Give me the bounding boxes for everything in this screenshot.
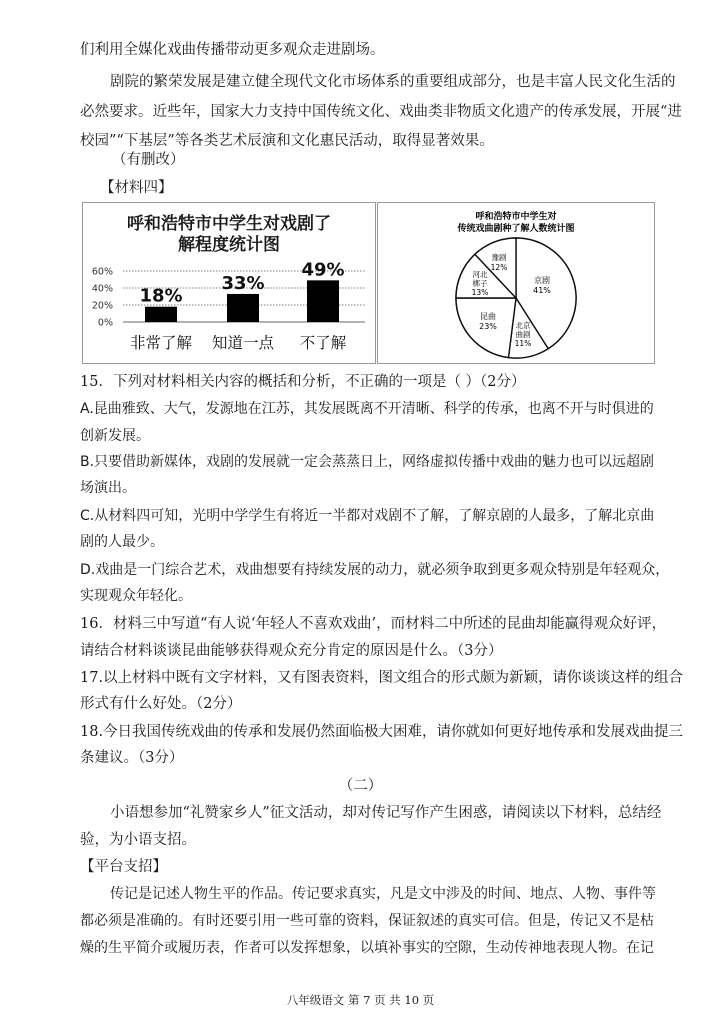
passage-line1: 传记是记述人物生平的作品。传记要求真实，凡是文中涉及的时间、地点、人物、事件等 <box>110 886 656 902</box>
bar-chart-figure <box>82 202 376 364</box>
passage-line2: 都必须是准确的。有时还要引用一些可靠的资料，保证叙述的真实可信。但是，传记又不是枯 <box>80 913 654 929</box>
question-15: 15．下列对材料相关内容的概括和分析，不正确的一项是（ ）（2分） <box>80 374 526 390</box>
option-d-line2: 实现观众年轻化。 <box>80 588 192 604</box>
question-16-line2: 请结合材料谈谈昆曲能够获得观众充分肯定的原因是什么。（3分） <box>80 643 503 659</box>
source-note: （有删改） <box>112 152 185 168</box>
option-b-line2: 场演出。 <box>80 480 136 496</box>
text-line: 必然要求。近些年，国家大力支持中国传统文化、戏曲类非物质文化遗产的传承发展，开展“进 <box>80 104 682 120</box>
section-intro-line1: 小语想参加“礼赞家乡人”征文活动，却对传记写作产生困惑，请阅读以下材料，总结经 <box>110 805 662 821</box>
x-category-label: 非常了解 <box>129 334 193 352</box>
slice-pct-yuju: 12% <box>490 263 508 272</box>
pie-chart-svg <box>378 203 654 363</box>
page-footer: 八年级语文 第 7 页 共 10 页 <box>286 993 435 1007</box>
pie-chart-title-line1: 呼和浩特市中学生对 <box>475 212 557 222</box>
option-c-line1: C.从材料四可知，光明中学学生有将近一半都对戏剧不了解，了解京剧的人最多，了解北京曲 <box>80 508 655 524</box>
x-category-label: 知道一点 <box>211 334 275 352</box>
y-tick-label: 60% <box>91 266 113 278</box>
option-a-line1: A.昆曲雅致、大气，发源地在江苏，其发展既离不开清晰、科学的传承，也离不开与时俱进的 <box>80 401 654 417</box>
slice-label-kunqu: 昆曲 <box>480 312 496 321</box>
slice-label-hebei-2: 梆子 <box>472 279 488 288</box>
slice-pct-jingju: 41% <box>533 286 551 295</box>
question-18-line2: 条建议。（3分） <box>80 750 184 766</box>
platform-label: 【平台支招】 <box>80 859 167 875</box>
x-category-label: 不了解 <box>299 334 347 352</box>
pie-chart-figure <box>377 202 655 364</box>
question-16-line1: 16．材料三中写道“有人说‘年轻人不喜欢戏曲’，而材料二中所述的昆曲却能赢得观众好评， <box>80 616 667 632</box>
bar-value-label: 18% <box>139 285 183 307</box>
y-tick-label: 40% <box>91 283 113 295</box>
slice-label-yuju: 豫剧 <box>491 253 507 262</box>
question-17-line1: 17.以上材料中既有文字材料，又有图表资料，图文组合的形式颇为新颖，请你谈谈这样的组合 <box>80 670 684 686</box>
slice-label-beijing-2: 曲剧 <box>515 330 531 339</box>
y-tick-label: 20% <box>91 300 113 312</box>
bar-chart-title-line1: 呼和浩特市中学生对戏剧了 <box>127 214 331 234</box>
text-line: 剧院的繁荣发展是建立健全现代文化市场体系的重要组成部分，也是丰富人民文化生活的 <box>110 74 676 90</box>
question-17-line2: 形式有什么好处。（2分） <box>80 696 242 712</box>
bar-value-label: 33% <box>221 272 265 294</box>
bar-chart-title-line2: 解程度统计图 <box>178 235 280 255</box>
bar-chart-svg <box>83 203 375 363</box>
slice-pct-hebei: 13% <box>471 288 489 297</box>
bar <box>145 307 177 322</box>
slice-pct-kunqu: 23% <box>479 322 497 331</box>
question-18-line1: 18.今日我国传统戏曲的传承和发展仍然面临极大困难，请你就如何更好地传承和发展戏曲提三 <box>80 724 684 740</box>
bar <box>227 294 259 322</box>
slice-label-hebei-1: 河北 <box>472 270 488 279</box>
material-label: 【材料四】 <box>100 180 173 196</box>
bar <box>307 280 339 322</box>
pie-chart-title-line2: 传统戏曲剧种了解人数统计图 <box>457 224 575 234</box>
option-d-line1: D.戏曲是一门综合艺术，戏曲想要有持续发展的动力，就必须争取到更多观众特别是年轻观众， <box>80 562 670 578</box>
slice-label-jingju: 京剧 <box>534 276 550 285</box>
option-c-line2: 剧的人最少。 <box>80 534 164 550</box>
y-tick-label: 0% <box>97 317 113 329</box>
slice-pct-beijing: 11% <box>514 339 532 348</box>
section-intro-line2: 验，为小语支招。 <box>80 832 196 848</box>
option-b-line1: B.只要借助新媒体，戏剧的发展就一定会蒸蒸日上，网络虚拟传播中戏曲的魅力也可以远超剧 <box>80 454 655 470</box>
passage-line3: 燥的生平简介或履历表，作者可以发挥想象，以填补事实的空隙，生动传神地表现人物。在记 <box>80 940 654 956</box>
option-a-line2: 创新发展。 <box>80 428 150 444</box>
text-line: 校园”“下基层”等各类艺术辰演和文化惠民活动，取得显著效果。 <box>80 133 494 149</box>
section-heading: （二） <box>338 778 383 794</box>
bar-value-label: 49% <box>301 259 345 281</box>
text-line: 们利用全媒化戏曲传播带动更多观众走进剧场。 <box>80 42 385 58</box>
slice-label-beijing-1: 北京 <box>515 321 531 330</box>
